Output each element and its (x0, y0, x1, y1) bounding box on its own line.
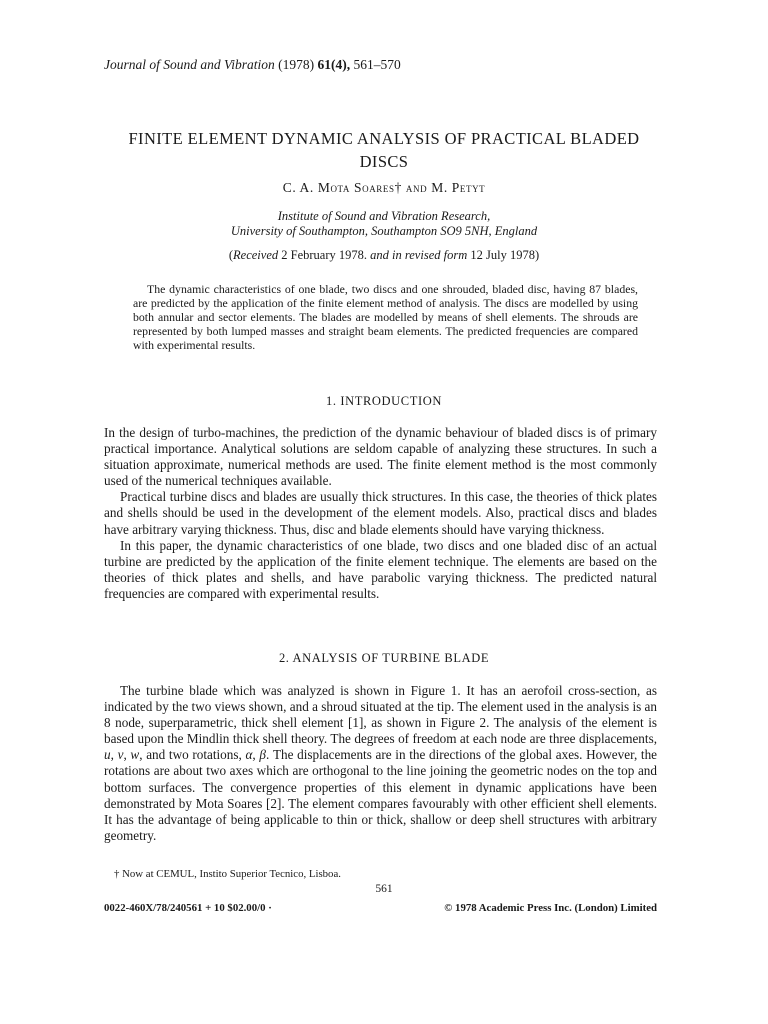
revised-date: 12 July (470, 248, 507, 262)
var-w: w (130, 747, 140, 763)
journal-year: (1978) (278, 57, 315, 72)
affiliation (104, 209, 664, 239)
journal-citation (104, 57, 401, 73)
abstract-text: The dynamic characteristics of one blade, two discs and one shrouded, bladed disc, having 87 blades, are predicted by the application of the finite element method of analysis. The discs are modelled by using both annular and sector elements. The blades are modelled by means of shell elements. The shrouds are represented by both lumped masses and straight beam elements. The predicted frequencies are compared with experimental results. (133, 282, 638, 352)
copyright-notice: © 1978 Academic Press Inc. (London) Limited (444, 902, 657, 914)
text-part-c: . The displacements are in the directions of the global axes. However, the rotations are about two axes which are orthogonal to the line joining the geometric nodes on the top and bottom surfaces. The convergence properties of this element in dynamic applications have been demonstrated by Mota Soares [2]. The element compares favourably with other efficient shell elements. It has the advantage of being applicable to thin or thick, shallow or deep shell structures with arbitrary geometry. (104, 747, 658, 843)
affiliation-line-1: Institute of Sound and Vibration Research, (277, 209, 491, 223)
footnote: † Now at CEMUL, Instito Superior Tecnico, Lisboa. (114, 868, 341, 880)
introduction-body (104, 425, 657, 602)
abstract (133, 282, 638, 352)
affiliation-line-2: University of Southampton, Southampton SO9 5NH, England (230, 224, 538, 238)
received-year: 1978. (338, 248, 368, 262)
article-title (104, 127, 664, 173)
title-line-2: DISCS (359, 152, 409, 171)
intro-paragraph-3: In this paper, the dynamic characteristics of one blade, two discs and one bladed disc of an actual turbine are predicted by the application of the finite element technique. The elements are based on the theories of thick plates and shells, and have parabolic varying thickness. The predicted natural frequencies are compared with experimental results. (104, 537, 657, 601)
journal-name: Journal of Sound and Vibration (104, 57, 275, 72)
var-beta: β (259, 747, 266, 763)
title-line-1: FINITE ELEMENT DYNAMIC ANALYSIS OF PRACTICAL BLADED (128, 129, 640, 148)
section-heading-turbine-blade: 2. ANALYSIS OF TURBINE BLADE (278, 651, 490, 665)
var-u: u (104, 747, 111, 763)
journal-pages: 561–570 (353, 57, 401, 72)
received-date: 2 February (281, 248, 336, 262)
sep-2: , (123, 747, 131, 763)
sep-1: , (110, 747, 118, 763)
turbine-blade-paragraph (104, 683, 657, 844)
revised-label: and in revised form (370, 248, 468, 262)
article-authors: C. A. Mota Soares† and M. Petyt (282, 180, 486, 195)
received-open-paren: ( (228, 248, 234, 262)
journal-volume: 61(4), (317, 57, 351, 72)
text-part-b: , and two rotations, (139, 747, 246, 763)
article-code: 0022-460X/78/240561 + 10 $02.00/0 · (104, 902, 272, 914)
section-heading-introduction: 1. INTRODUCTION (326, 394, 442, 408)
text-part-a: The turbine blade which was analyzed is shown in Figure 1. It has an aerofoil cross-section, as indicated by the two views shown, and a shroud situated at the tip. The element used in the analysis is an 8 node, superparametric, thick shell element [1], as shown in Figure 2. The analysis of the element is based upon the Mindlin thick shell theory. The degrees of freedom at each node are three displacements, (104, 683, 657, 747)
intro-paragraph-1: In the design of turbo-machines, the prediction of the dynamic behaviour of bladed discs is of primary practical importance. Analytical solutions are seldom capable of analyzing these structures. In such a situation approximate, numerical methods are used. The finite element method is the most commonly used of the numerical techniques available. (104, 425, 657, 489)
turbine-blade-body (104, 683, 657, 844)
page-number: 561 (375, 883, 393, 895)
revised-year: 1978) (509, 248, 540, 262)
var-alpha: α (245, 747, 253, 763)
intro-paragraph-2: Practical turbine discs and blades are usually thick structures. In this case, the theories of thick plates and shells should be used in the development of the element models. Also, practical discs and blades have arbitrary varying thickness. Thus, disc and blade elements should have varying thickness. (104, 489, 657, 537)
received-label: Received (233, 248, 279, 262)
var-v: v (117, 747, 124, 763)
sep-3: , (252, 747, 260, 763)
received-dates (104, 248, 664, 263)
